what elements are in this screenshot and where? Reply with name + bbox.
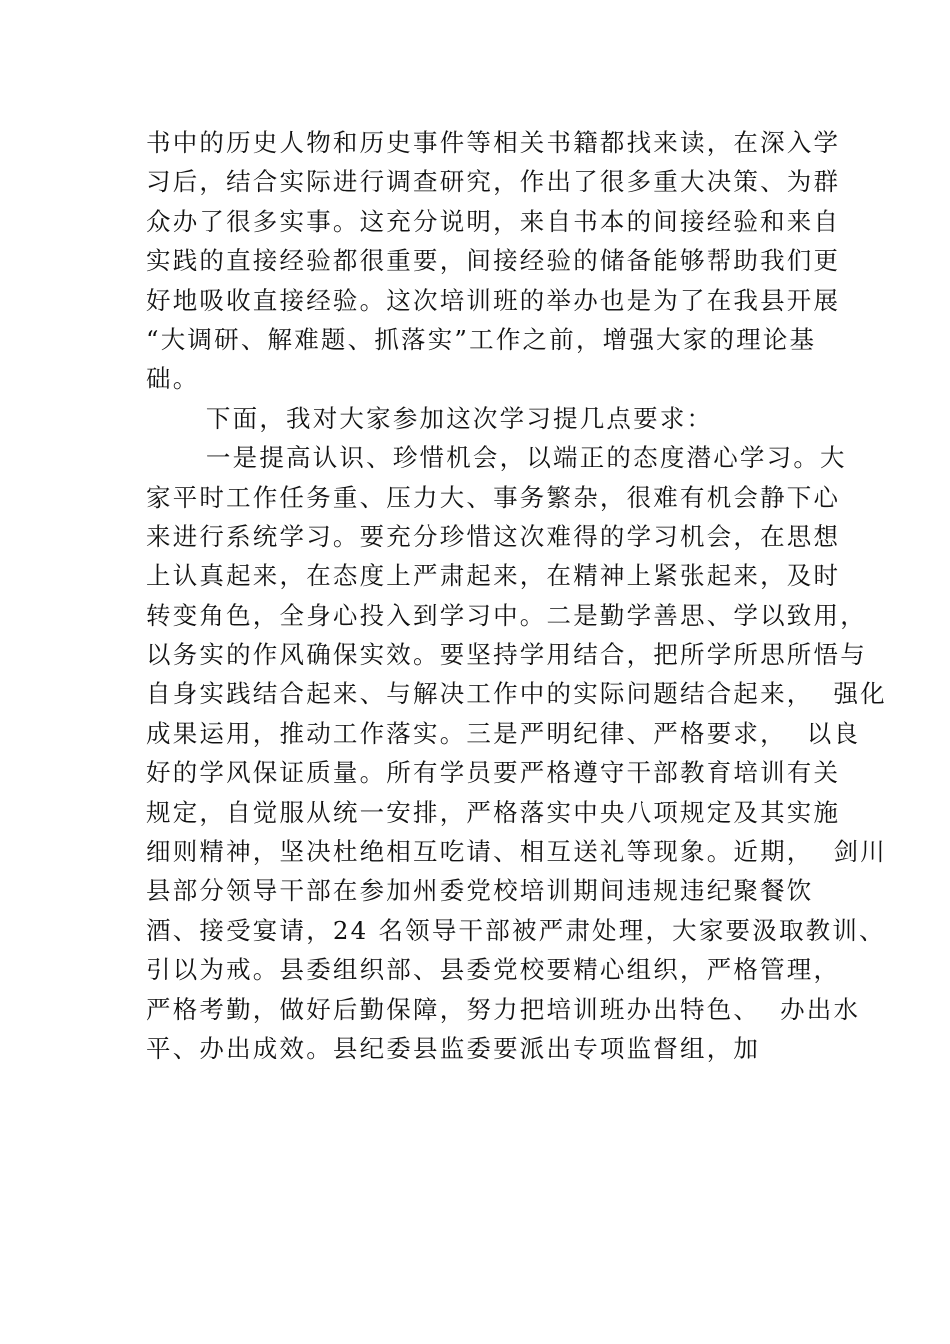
- text-line: 自身实践结合起来、与解决工作中的实际问题结合起来， 强化: [146, 679, 887, 709]
- text-line: 平、办出成效。县纪委县监委要派出专项监督组，加: [146, 1033, 761, 1063]
- text-line: 下面，我对大家参加这次学习提几点要求：: [146, 403, 714, 433]
- text-line: 酒、接受宴请，24 名领导干部被严肃处理，大家要汲取教训、: [146, 915, 886, 945]
- text-line: 习后，结合实际进行调查研究，作出了很多重大决策、为群: [146, 167, 841, 197]
- text-line: 转变角色，全身心投入到学习中。二是勤学善思、学以致用，: [146, 600, 867, 630]
- text-line: 成果运用，推动工作落实。三是严明纪律、严格要求， 以良: [146, 718, 861, 748]
- text-line: 家平时工作任务重、压力大、事务繁杂，很难有机会静下心: [146, 482, 841, 512]
- text-line: 众办了很多实事。这充分说明，来自书本的间接经验和来自: [146, 206, 841, 236]
- text-line: 上认真起来，在态度上严肃起来，在精神上紧张起来，及时: [146, 561, 841, 591]
- text-line: 书中的历史人物和历史事件等相关书籍都找来读，在深入学: [146, 128, 841, 157]
- text-line: 引以为戒。县委组织部、县委党校要精心组织，严格管理，: [146, 955, 841, 985]
- text-line: 县部分领导干部在参加州委党校培训期间违规违纪聚餐饮: [146, 876, 814, 906]
- text-line: 以务实的作风确保实效。要坚持学用结合，把所学所思所悟与: [146, 640, 867, 670]
- text-line: 好地吸收直接经验。这次培训班的举办也是为了在我县开展: [146, 285, 841, 315]
- text-line: “大调研、解难题、抓落实”工作之前，增强大家的理论基: [146, 324, 817, 354]
- text-line: 细则精神，坚决杜绝相互吃请、相互送礼等现象。近期， 剑川: [146, 837, 887, 867]
- text-line: 规定，自觉服从统一安排，严格落实中央八项规定及其实施: [146, 797, 841, 827]
- text-line: 实践的直接经验都很重要，间接经验的储备能够帮助我们更: [146, 246, 841, 276]
- text-line: 础。: [146, 364, 200, 394]
- text-line: 好的学风保证质量。所有学员要严格遵守干部教育培训有关: [146, 758, 841, 788]
- text-line: 来进行系统学习。要充分珍惜这次难得的学习机会，在思想: [146, 521, 841, 551]
- body-text: [146, 123, 887, 1068]
- text-line: 严格考勤，做好后勤保障，努力把培训班办出特色、 办出水: [146, 994, 861, 1024]
- text-line: 一是提高认识、珍惜机会，以端正的态度潜心学习。大: [146, 443, 847, 473]
